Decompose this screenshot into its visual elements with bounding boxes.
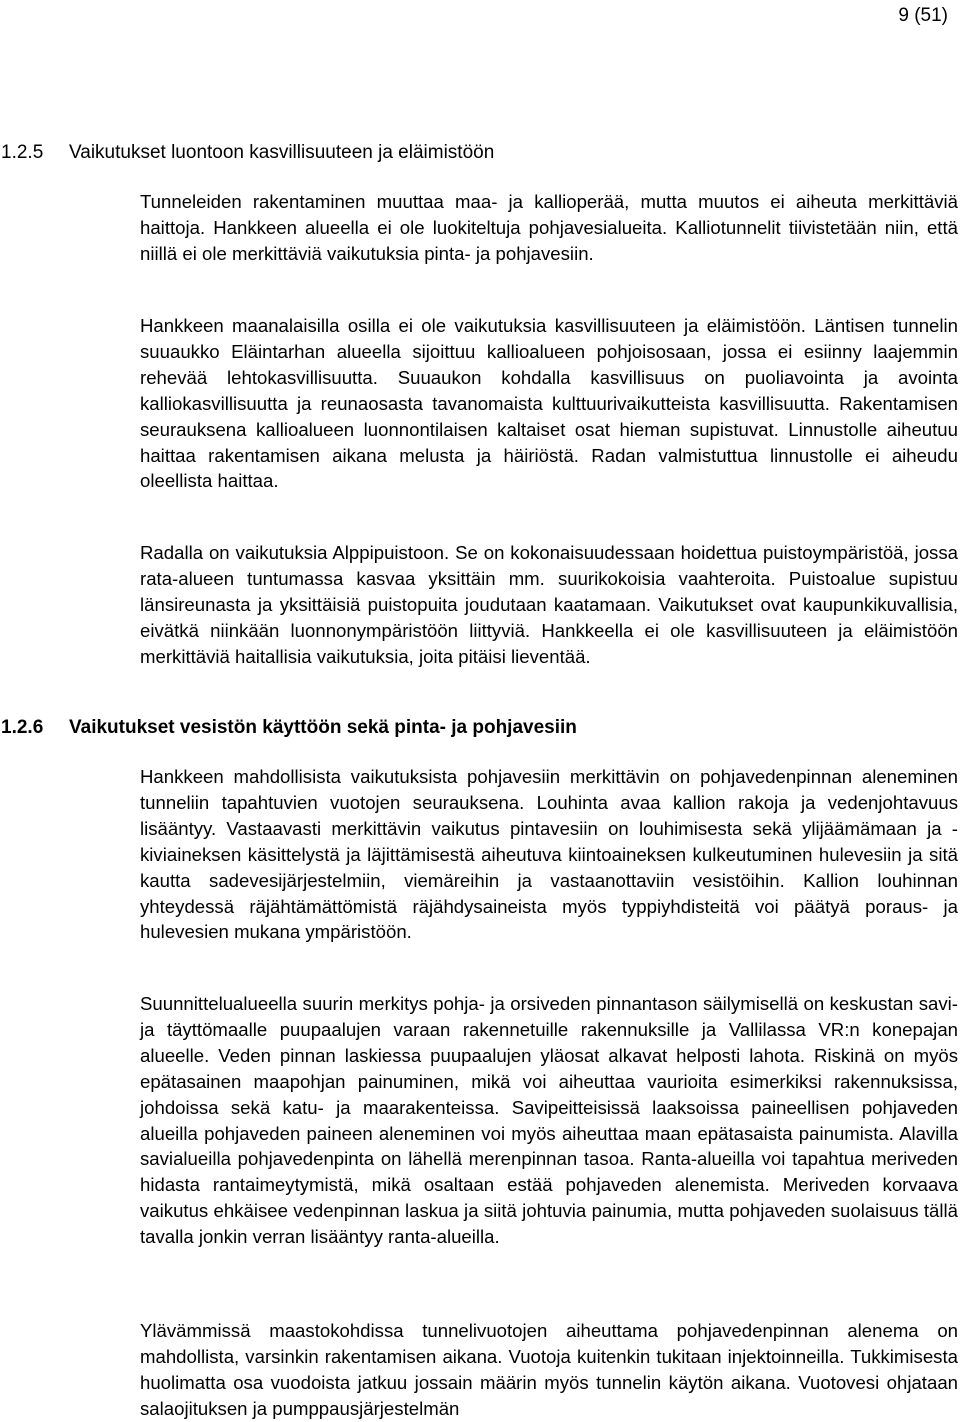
paragraph: Radalla on vaikutuksia Alppipuistoon. Se on kokonaisuudessaan hoidettua puistoympäristöä, jossa rata-alueen tuntumassa kasvaa yksittäin mm. suurikokoisia vaahteroita. Puistoalue supistuu länsireunasta ja yksittäisiä puistopuita joudutaan kaatamaan. Vaikutukset ovat kaupunkikuvallisia, eivätkä niinkään luonnonympäristöön liittyviä. Hankkeella ei ole kasvillisuuteen ja eläimistöön merkittäviä haitallisia vaikutuksia, joita pitäisi lieventää. [140, 542, 958, 667]
page-number: 9 (51) [898, 5, 948, 26]
paragraph: Hankkeen maanalaisilla osilla ei ole vaikutuksia kasvillisuuteen ja eläimistöön. Läntisen tunnelin suuaukko Eläintarhan alueella sijoittuu kallioalueen pohjoisosaan, jossa ei esiinny laajemmin rehevää lehtokasvillisuutta. Suuaukon kohdalla kasvillisuus on puoliavointa ja avointa kalliokasvillisuutta ja reunaosasta tavanomaista kulttuurivaikutteista kasvillisuutta. Rakentamisen seurauksena kallioalueen luonnontilaisen kaltaiset osat hieman supistuvat. Linnustolle aiheutuu haittaa rakentamisen aikana melusta ja häiriöstä. Radan valmistuttua linnustolle ei aiheudu oleellista haittaa. [140, 315, 958, 492]
section-number: 1.2.6 [1, 717, 44, 738]
paragraph: Suunnittelualueella suurin merkitys pohja- ja orsiveden pinnantason säilymisellä on keskustan savi- ja täyttömaalle puupaalujen varaan rakennetuille rakennuksille ja Vallilassa VR:n konepajan alueelle. Veden pinnan laskiessa puupaalujen yläosat alkavat helposti lahota. Riskinä on myös epätasainen maapohjan painuminen, mikä voi aiheuttaa vaurioita esimerkiksi rakennuksissa, johdoissa sekä katu- ja maarakenteissa. Savipeitteisissä laaksoissa paineellisen pohjaveden alueilla pohjaveden paineen aleneminen voi myös aiheuttaa maan epätasaista painumista. Alavilla savialueilla pohjavedenpinta on lähellä merenpinnan tasoa. Ranta-alueilla voi tapahtua meriveden hidasta rantaimeytymistä, mikä osaltaan estää pohjaveden alenemista. Meriveden korvaava vaikutus ehkäisee vedenpinnan laskua ja siitä johtuvia painumia, mutta pohjaveden suolaisuus tällä tavalla jonkin verran lisääntyy ranta-alueilla. [140, 993, 958, 1248]
section-heading-1-2-5 [0, 140, 494, 166]
paragraph: Ylävämmissä maastokohdissa tunnelivuotojen aiheuttama pohjavedenpinnan alenema on mahdollista, varsinkin rakentamisen aikana. Vuotoja kuitenkin tukitaan injektoinneilla. Tukkimisesta huolimatta osa vuodoista jatkuu jossain määrin myös tunnelin käytön aikana. Vuotovesi ohjataan salaojituksen ja pumppausjärjestelmän [140, 1320, 958, 1419]
section-title: Vaikutukset luontoon kasvillisuuteen ja eläimistöön [69, 142, 495, 163]
paragraph: Tunneleiden rakentaminen muuttaa maa- ja kallioperää, mutta muutos ei aiheuta merkittäviä haittoja. Hankkeen alueella ei ole luokiteltuja pohjavesialueita. Kalliotunnelit tiivistetään niin, että niillä ei ole merkittäviä vaikutuksia pinta- ja pohjavesiin. [140, 191, 958, 264]
section-heading-1-2-6 [0, 715, 577, 741]
section-number: 1.2.5 [1, 142, 44, 163]
paragraph: Hankkeen mahdollisista vaikutuksista pohjavesiin merkittävin on pohjavedenpinnan aleneminen tunneliin tapahtuvien vuotojen seurauksena. Louhinta avaa kallion rakoja ja vedenjohtavuus lisääntyy. Vastaavasti merkittävin vaikutus pintavesiin on louhimisesta sekä ylijäämämaan ja -kiviaineksen käsittelystä ja läjittämisestä aiheutuva kiintoaineksen kulkeutuminen hulevesiin ja sitä kautta sadevesijärjestelmiin, viemäreihin ja vastaanottaviin vesistöihin. Kallion louhinnan yhteydessä räjähtämättömistä räjähdysaineista myös typpiyhdisteitä voi päätyä poraus- ja hulevesien mukana ympäristöön. [140, 766, 958, 943]
section-title: Vaikutukset vesistön käyttöön sekä pinta- ja pohjavesiin [69, 717, 577, 738]
